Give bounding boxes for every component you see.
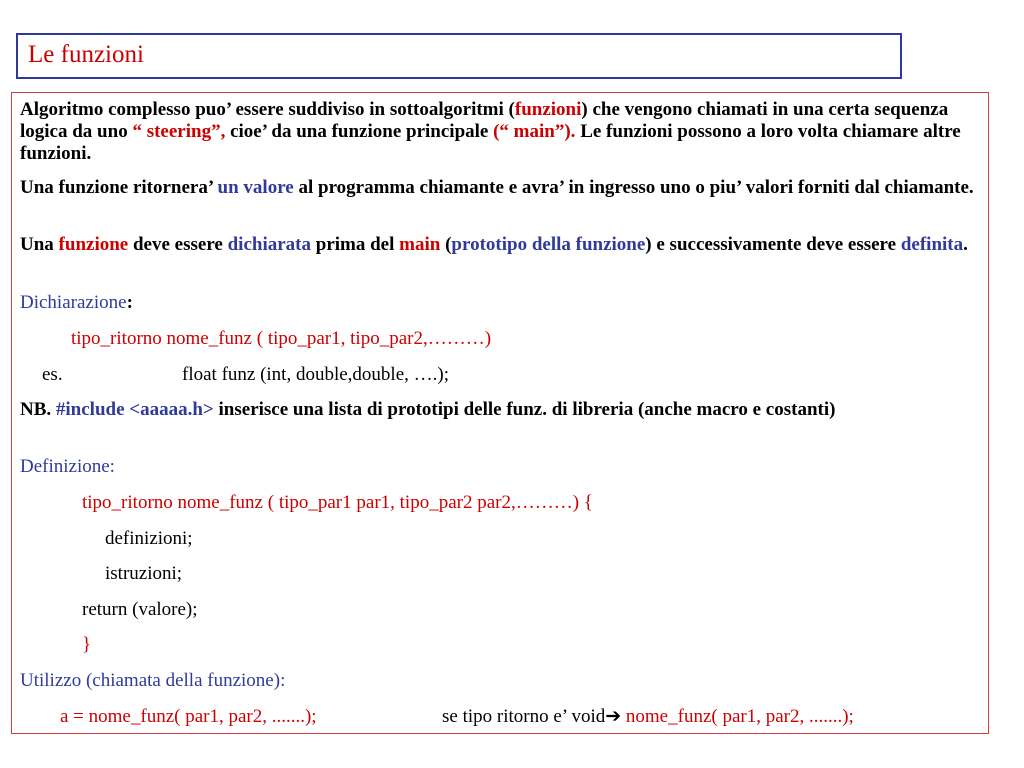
title-box: [16, 33, 902, 79]
keyword-un-valore: un valore: [217, 177, 294, 198]
intro-paragraph: [20, 99, 980, 165]
nb-paragraph: [20, 399, 980, 421]
arrow-right-icon: ➔: [605, 706, 622, 727]
text: al programma chiamante e avra’ in ingresso uno o piu’ valori forniti dal chiamante.: [293, 177, 974, 198]
text: se tipo ritorno e’ void: [442, 706, 606, 727]
call-example: a = nome_funz( par1, par2, .......);: [60, 706, 317, 727]
example-code: float funz (int, double,double, ….);: [182, 364, 449, 385]
return-line: return (valore);: [82, 599, 198, 620]
text: (: [440, 234, 452, 255]
text: Una: [20, 234, 59, 255]
text: inserisce una lista di prototipi delle funz. di libreria (anche macro e costanti): [213, 399, 836, 420]
text: .: [963, 234, 968, 255]
keyword-dichiarata: dichiarata: [227, 234, 311, 255]
text: prima del: [311, 234, 400, 255]
void-call-example: [442, 706, 854, 728]
keyword-definita: definita: [900, 234, 964, 255]
text: ) e successivamente deve essere: [645, 234, 901, 255]
dichiarazione-heading: [20, 292, 980, 314]
text: :: [126, 292, 133, 313]
heading-label: Dichiarazione: [20, 292, 127, 313]
definition-line: tipo_ritorno nome_funz ( tipo_par1 par1, tipo_par2 par2,………) {: [82, 492, 593, 513]
prototype-line: tipo_ritorno nome_funz ( tipo_par1, tipo_par2,………): [71, 328, 492, 349]
text: deve essere: [128, 234, 228, 255]
slide-title: Le funzioni: [28, 41, 144, 68]
text: cioe’ da una funzione principale: [225, 121, 494, 142]
text: Le funzioni possono a loro volta chiamare altre funzioni.: [20, 121, 961, 164]
definition-body-1: definizioni;: [105, 528, 193, 549]
text: Algoritmo complesso puo’ essere suddiviso in sottoalgoritmi (: [20, 99, 515, 120]
definition-body-2: istruzioni;: [105, 563, 183, 584]
keyword-funzioni: funzioni: [514, 99, 582, 120]
close-brace: }: [82, 634, 92, 655]
keyword-main: main: [399, 234, 441, 255]
text: ) che vengono chiamati in una certa sequenza logica da uno: [20, 99, 949, 142]
keyword-prototipo: prototipo della funzione: [451, 234, 646, 255]
return-value-paragraph: [20, 177, 980, 199]
text: Una funzione ritornera’: [20, 177, 218, 198]
utilizzo-heading: Utilizzo (chiamata della funzione):: [20, 670, 286, 691]
void-call-code: nome_funz( par1, par2, .......);: [621, 706, 854, 727]
definizione-heading: Definizione:: [20, 456, 115, 477]
declaration-paragraph: [20, 234, 980, 256]
keyword-funzione: funzione: [58, 234, 129, 255]
keyword-main: (“ main”).: [493, 121, 576, 142]
text: NB.: [20, 399, 56, 420]
content-box: [11, 92, 989, 734]
keyword-steering: “ steering”,: [132, 121, 226, 142]
keyword-include: #include <aaaaa.h>: [55, 399, 214, 420]
example-label: es.: [42, 364, 63, 385]
